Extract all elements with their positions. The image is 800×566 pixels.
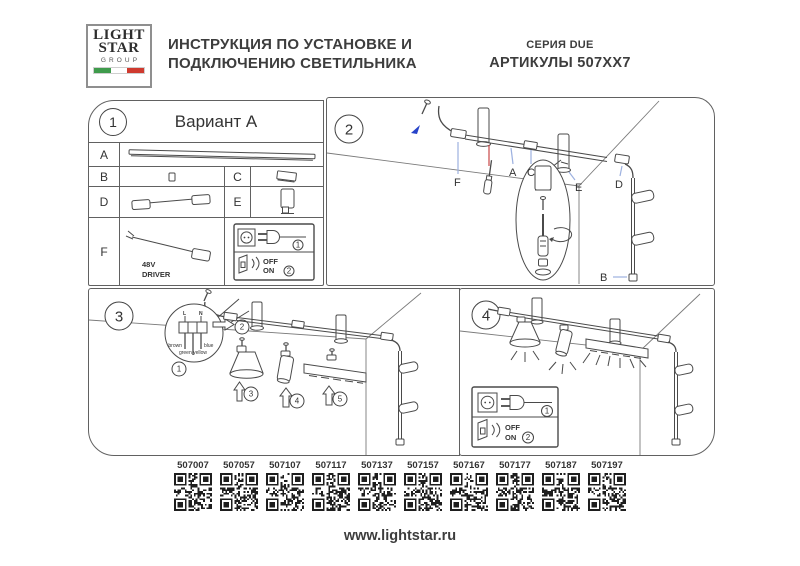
article-number: 507117 bbox=[315, 460, 347, 471]
part-label-c: C bbox=[225, 167, 251, 186]
panel-1-number: 1 bbox=[99, 108, 127, 136]
straight-connector-c bbox=[524, 141, 538, 150]
qr-item bbox=[450, 460, 488, 516]
article-number: 507177 bbox=[499, 460, 531, 471]
qr-item bbox=[496, 460, 534, 516]
driver-voltage-label: 48V bbox=[142, 259, 156, 269]
qr-code bbox=[404, 473, 442, 511]
switch-on-label: ON bbox=[505, 433, 517, 442]
qr-item bbox=[174, 460, 212, 516]
qr-code bbox=[220, 473, 258, 511]
step-2-switch: 2 bbox=[525, 433, 531, 443]
cylinder-spot-lamp bbox=[276, 343, 293, 384]
article-number: 507057 bbox=[223, 460, 255, 471]
end-cap bbox=[672, 439, 680, 445]
part-b-endcap-drawing bbox=[120, 167, 225, 186]
power-steps-box bbox=[225, 218, 323, 285]
power-steps-box bbox=[472, 387, 558, 447]
qr-code bbox=[174, 473, 212, 511]
panel-1-parts-table bbox=[88, 100, 324, 286]
part-c-connector-drawing bbox=[251, 167, 323, 186]
linear-lamp bbox=[304, 349, 366, 384]
terminal-l-label: L bbox=[183, 311, 187, 317]
qr-strip bbox=[0, 460, 800, 516]
qr-code bbox=[358, 473, 396, 511]
terminal-n-label: N bbox=[199, 311, 203, 317]
corner-cable bbox=[668, 342, 676, 352]
panel-1-header bbox=[89, 101, 323, 143]
end-feed-connector-f bbox=[450, 128, 466, 138]
switch-on-label: ON bbox=[263, 265, 275, 275]
panel-3-number: 3 bbox=[114, 308, 124, 326]
label-b: B bbox=[600, 272, 608, 284]
qr-item bbox=[588, 460, 626, 516]
website-url: www.lightstar.ru bbox=[343, 528, 457, 544]
socket-icon bbox=[478, 393, 497, 412]
panel-2-number: 2 bbox=[344, 121, 354, 139]
switch-off-label: OFF bbox=[263, 256, 278, 266]
cylinder-spot-lit bbox=[549, 325, 576, 374]
wire-blue-label: blue bbox=[204, 343, 214, 349]
step-1-plug: 1 bbox=[544, 406, 550, 416]
end-feed-connector bbox=[224, 312, 238, 321]
label-c: C bbox=[527, 167, 535, 179]
article-number: 507107 bbox=[269, 460, 301, 471]
series-label: СЕРИЯ DUE bbox=[526, 39, 594, 51]
page-title bbox=[168, 35, 417, 73]
label-a: A bbox=[509, 167, 517, 179]
step-1: 1 bbox=[176, 364, 182, 374]
label-d: D bbox=[615, 179, 623, 191]
part-row-a bbox=[89, 143, 323, 167]
driver-label: DRIVER bbox=[142, 269, 171, 279]
part-f-driver-drawing bbox=[120, 218, 225, 285]
articles-label: АРТИКУЛЫ 507XX7 bbox=[489, 55, 631, 71]
panel-2-mounting-diagram bbox=[326, 97, 715, 286]
wall-track bbox=[632, 178, 635, 274]
room-perspective-lines bbox=[327, 101, 659, 284]
part-a-track-drawing bbox=[120, 143, 323, 166]
qr-code bbox=[266, 473, 304, 511]
qr-item bbox=[358, 460, 396, 516]
step-3: 3 bbox=[248, 389, 254, 399]
part-label-f: F bbox=[89, 218, 120, 285]
ceiling-mount-2 bbox=[557, 134, 571, 172]
qr-code bbox=[312, 473, 350, 511]
socket-icon bbox=[238, 229, 255, 246]
article-number: 507167 bbox=[453, 460, 485, 471]
series-block bbox=[455, 39, 665, 71]
qr-code bbox=[496, 473, 534, 511]
ceiling-mount-1 bbox=[251, 302, 264, 330]
part-d-cable-drawing bbox=[120, 187, 225, 217]
switch-off-label: OFF bbox=[505, 423, 520, 432]
panel-4-number: 4 bbox=[481, 307, 491, 325]
article-number: 507187 bbox=[545, 460, 577, 471]
step-4: 4 bbox=[294, 396, 300, 406]
straight-connector bbox=[292, 320, 305, 328]
qr-code bbox=[542, 473, 580, 511]
title-line-2: ПОДКЛЮЧЕНИЮ СВЕТИЛЬНИКА bbox=[168, 55, 417, 72]
end-cap-b bbox=[629, 274, 637, 281]
label-e: E bbox=[575, 182, 583, 194]
ceiling-screw-icon bbox=[204, 289, 212, 301]
part-row-bc bbox=[89, 167, 323, 187]
logo-light: LIGHT bbox=[93, 27, 145, 43]
variant-a-title: Вариант А bbox=[174, 111, 258, 131]
italian-flag-icon bbox=[93, 67, 145, 74]
step-2-switch: 2 bbox=[286, 266, 292, 276]
wire-green-yellow-label: green yellow bbox=[178, 350, 208, 356]
qr-item bbox=[312, 460, 350, 516]
wire-brown-label: brown bbox=[168, 343, 182, 349]
end-cap bbox=[396, 439, 404, 445]
part-label-b: B bbox=[89, 167, 120, 186]
corner-connector-d bbox=[614, 154, 629, 164]
linear-lamp-lit bbox=[583, 339, 648, 368]
cone-lamp bbox=[230, 338, 263, 379]
end-feed-connector bbox=[497, 307, 510, 316]
article-number: 507137 bbox=[361, 460, 393, 471]
part-row-de bbox=[89, 187, 323, 218]
panel-4-power-on-diagram bbox=[459, 288, 715, 456]
lightstar-logo bbox=[86, 24, 152, 88]
qr-code bbox=[588, 473, 626, 511]
article-number: 507197 bbox=[591, 460, 623, 471]
ceiling-screw-icon bbox=[422, 99, 431, 114]
part-label-a: A bbox=[89, 143, 120, 166]
insert-arrow-icon bbox=[234, 382, 245, 401]
title-line-1: ИНСТРУКЦИЯ ПО УСТАНОВКЕ И bbox=[168, 36, 413, 53]
qr-item bbox=[404, 460, 442, 516]
wall-track bbox=[675, 352, 678, 439]
qr-item bbox=[542, 460, 580, 516]
step-5: 5 bbox=[337, 394, 343, 404]
step-1-plug: 1 bbox=[295, 240, 301, 250]
article-number: 507157 bbox=[407, 460, 439, 471]
step-2: 2 bbox=[239, 322, 245, 332]
part-label-e: E bbox=[225, 187, 251, 217]
label-f: F bbox=[454, 177, 461, 189]
wiring-detail-callout bbox=[165, 304, 223, 362]
article-number: 507007 bbox=[177, 460, 209, 471]
ceiling-mount-1 bbox=[477, 108, 491, 146]
logo-star: STAR bbox=[98, 40, 140, 56]
logo-group: GROUP bbox=[100, 57, 141, 64]
corner-cable bbox=[391, 340, 400, 351]
detail-callout bbox=[516, 160, 572, 280]
part-e-suspension-drawing bbox=[251, 187, 323, 217]
ceiling-mount-2 bbox=[335, 315, 348, 343]
corner-cable bbox=[625, 164, 633, 178]
part-row-f bbox=[89, 218, 323, 285]
qr-code bbox=[450, 473, 488, 511]
panel-3-wiring-diagram bbox=[88, 288, 460, 456]
part-label-d: D bbox=[89, 187, 120, 217]
screw-direction-arrow-icon bbox=[411, 125, 420, 134]
qr-item bbox=[266, 460, 304, 516]
qr-item bbox=[220, 460, 258, 516]
